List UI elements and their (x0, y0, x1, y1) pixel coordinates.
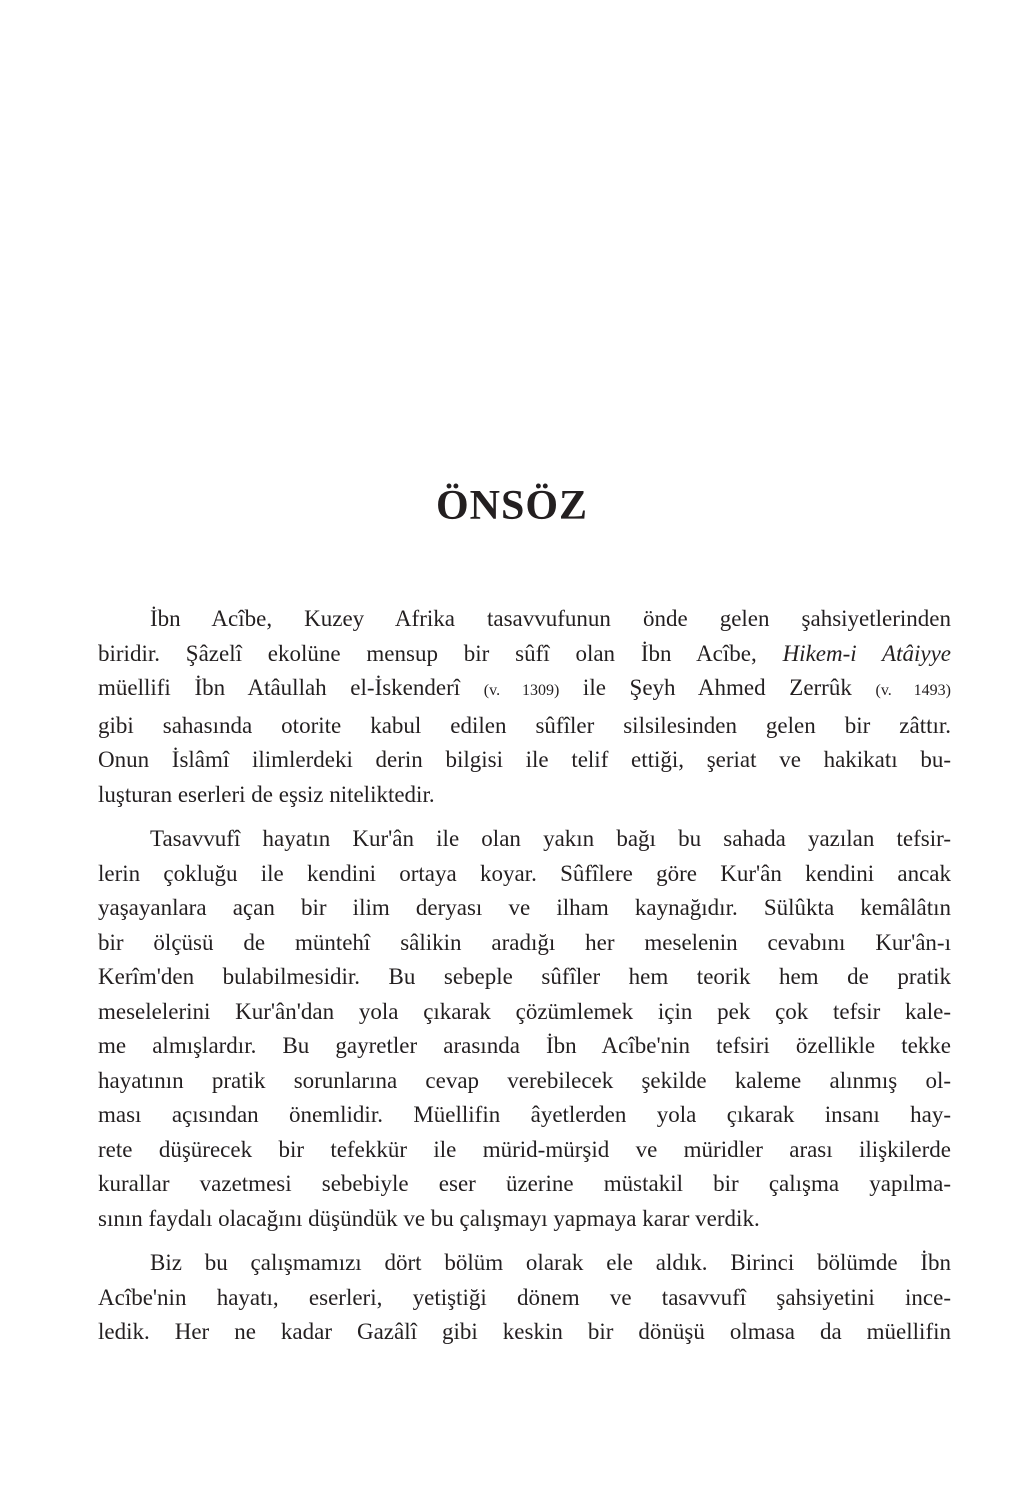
text-line (98, 1167, 951, 1202)
text-line (98, 743, 951, 778)
text-line (98, 709, 951, 744)
text-run: ması açısından önemlidir. Müellifin âyetlerden yola çıkarak insanı hay- (98, 1102, 951, 1127)
text-line (98, 857, 951, 892)
text-run: meselelerini Kur'ân'dan yola çıkarak çözümlemek için pek çok tefsir kale- (98, 998, 951, 1024)
text-run: rete düşürecek bir tefekkür ile mürid-mürşid ve müridler arası ilişkilerde (98, 1136, 951, 1162)
text-run: hayatının pratik sorunlarına cevap verebilecek şekilde kaleme alınmış ol- (98, 1067, 951, 1093)
text-line (98, 1202, 951, 1237)
text-line (98, 995, 951, 1030)
text-line (98, 1029, 951, 1064)
text-run: Tasavvufî hayatın Kur'ân ile olan yakın bağı bu sahada yazılan tefsir- (150, 826, 951, 851)
text-run: ledik. Her ne kadar Gazâlî gibi keskin bir dönüşü olmasa da müellifin (98, 1319, 951, 1344)
text-run: Kerîm'den bulabilmesidir. Bu sebeple sûfîler hem teorik hem de pratik (98, 964, 951, 989)
text-line (98, 891, 951, 926)
text-line (98, 822, 951, 857)
text-run: İbn Acîbe, Kuzey Afrika tasavvufunun önde gelen şahsiyetlerinden (150, 606, 951, 631)
paragraph-2 (98, 822, 951, 1236)
text-run: sının faydalı olacağını düşündük ve bu çalışmayı yapmaya karar verdik. (98, 1205, 760, 1231)
text-run: Acîbe'nin hayatı, eserleri, yetiştiği dönem ve tasavvufî şahsiyetini ince- (98, 1284, 951, 1310)
text-run: luşturan eserleri de eşsiz niteliktedir. (98, 781, 435, 807)
death-date: (v. 1309) (483, 682, 560, 699)
text-run: ile Şeyh Ahmed Zerrûk (559, 675, 876, 700)
text-line (98, 602, 951, 637)
paragraph-3 (98, 1246, 951, 1350)
text-line (98, 1315, 951, 1350)
preface-body (98, 602, 951, 1360)
paragraph-1 (98, 602, 951, 812)
book-title-italic: Hikem-i Atâiyye (782, 640, 951, 666)
text-line (98, 1133, 951, 1168)
text-run: kurallar vazetmesi sebebiyle eser üzerine müstakil bir çalışma yapılma- (98, 1171, 951, 1196)
text-line (98, 1246, 951, 1281)
text-run: gibi sahasında otorite kabul edilen sûfîler silsilesinden gelen bir zâttır. (98, 712, 951, 738)
text-line (98, 778, 951, 813)
text-line (98, 637, 951, 672)
text-line (98, 1064, 951, 1099)
text-line (98, 960, 951, 995)
text-run: Onun İslâmî ilimlerdeki derin bilgisi ile telif ettiği, şeriat ve hakikatı bu- (98, 747, 951, 772)
text-line (98, 1098, 951, 1133)
page-title: ÖNSÖZ (435, 483, 589, 529)
text-run: bir ölçüsü de müntehî sâlikin aradığı her meselenin cevabını Kur'ân-ı (98, 929, 951, 955)
text-run: lerin çokluğu ile kendini ortaya koyar. Sûfîlere göre Kur'ân kendini ancak (98, 860, 951, 886)
text-run: biridir. Şâzelî ekolüne mensup bir sûfî olan İbn Acîbe, (98, 640, 783, 666)
text-run: müellifi İbn Atâullah el-İskenderî (98, 675, 484, 700)
text-run: yaşayanlara açan bir ilim deryası ve ilham kaynağıdır. Sülûkta kemâlâtın (98, 895, 951, 920)
text-run: me almışlardır. Bu gayretler arasında İbn Acîbe'nin tefsiri özellikle tekke (98, 1033, 951, 1058)
text-line (98, 926, 951, 961)
death-date: (v. 1493) (875, 682, 951, 699)
text-run: Biz bu çalışmamızı dört bölüm olarak ele aldık. Birinci bölümde İbn (150, 1250, 951, 1275)
text-line (98, 1281, 951, 1316)
text-line (98, 671, 951, 709)
